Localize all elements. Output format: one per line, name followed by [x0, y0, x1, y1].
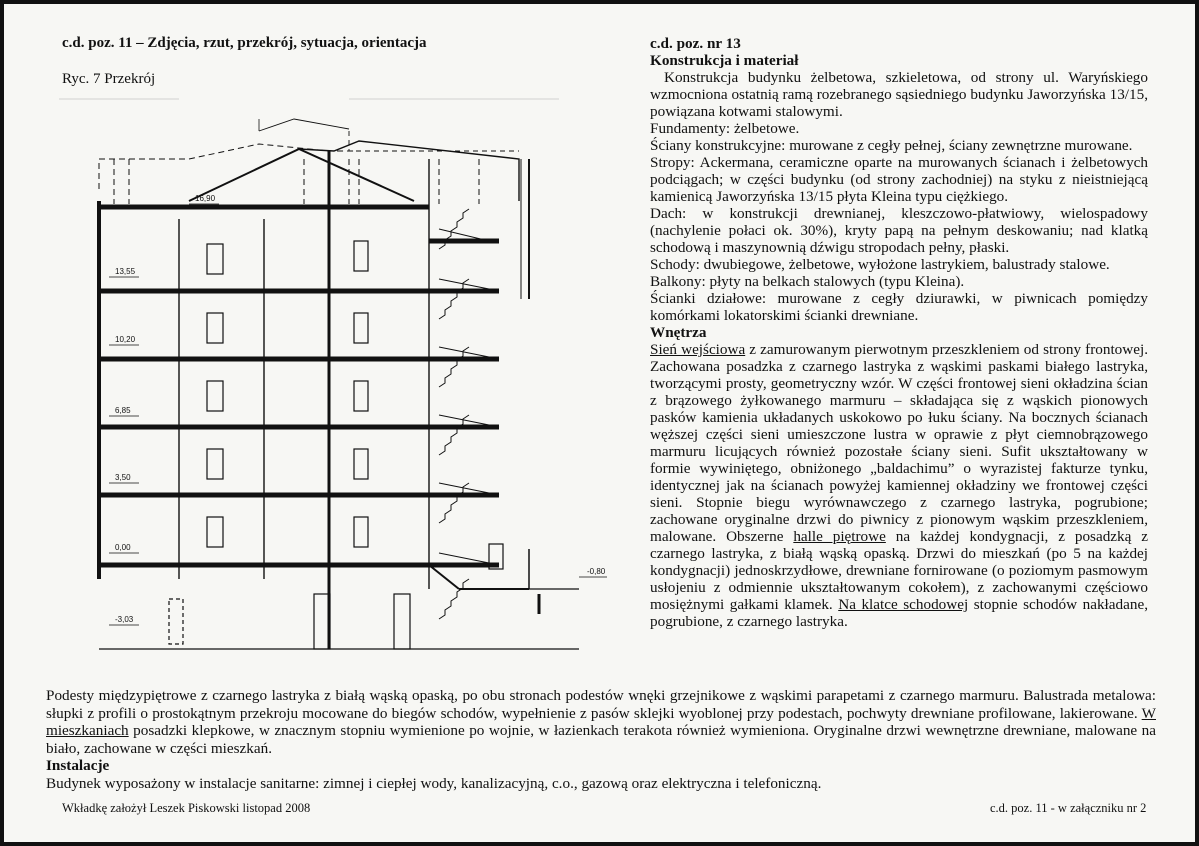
- apartments-label: W mieszkaniach: [46, 704, 1156, 739]
- right-header-title: c.d. poz. nr 13: [650, 35, 741, 52]
- construction-paragraph: Ścianki działowe: murowane z cegły dziurawki, w piwnicach pomiędzy komórkami lokatorskimi ścianki drewniane.: [650, 290, 1148, 324]
- stair-label: Na klatce schodowej: [838, 596, 969, 613]
- footer-page-ref: c.d. poz. 11 - w załączniku nr 2: [990, 801, 1147, 815]
- installations-text: Budynek wyposażony w instalacje sanitarne: zimnej i ciepłej wody, kanalizacyjną, c.o., gazową oraz elektryczna i telefoniczną.: [46, 774, 822, 792]
- stair-text: stopnie schodów nakładane, pogrubione, z czarnego lastryka.: [650, 596, 1148, 630]
- level-label: 3,50: [115, 473, 131, 482]
- halls-label: halle piętrowe: [793, 528, 886, 545]
- level-label: -0,80: [587, 567, 606, 576]
- building-section-drawing: [59, 89, 619, 659]
- figure-caption: Ryc. 7 Przekrój: [62, 71, 156, 87]
- construction-paragraph: Balkony: płyty na belkach stalowych (typu Kleina).: [650, 273, 965, 290]
- level-label: 16,90: [195, 194, 216, 203]
- halls-text: na każdej kondygnacji, z posadzką z czarnego lastryka, z białą wąską opaską. Drzwi do mieszkań (po 5 na każdej kondygnacji) jednoskrzydłowe, drewniane fornirowane (o poziomym pasmowym usłojeniu z odmiennie ukształtowanym cokołem), z zachowanymi częściowo mosiężnymi gałkami klamek.: [650, 528, 1148, 613]
- level-label: 6,85: [115, 406, 131, 415]
- construction-heading: Konstrukcja i materiał: [650, 52, 799, 69]
- document-page: [4, 4, 1195, 842]
- footer-author: Wkładkę założył Leszek Piskowski listopad 2008: [62, 801, 311, 815]
- level-label: 10,20: [115, 335, 136, 344]
- installations-heading: Instalacje: [46, 757, 110, 774]
- bottom-text-block: [46, 687, 1156, 792]
- interiors-paragraph: [650, 341, 1148, 630]
- level-label: -3,03: [115, 615, 134, 624]
- landings-text: Podesty międzypiętrowe z czarnego lastryka z białą wąską opaską, po obu stronach podestów wnęki grzejnikowe z wąskimi parapetami z czarnego marmuru. Balustrada metalowa: słupki z profili o prostokątnym przekroju mocowane do biegów schodów, wypełnienie z pasów sklejki wyoblonej przy podestach, pochwyty drewniane profilowane, lakierowane.: [46, 687, 1156, 722]
- construction-paragraph: Dach: w konstrukcji drewnianej, kleszczowo-płatwiowy, wielospadowy (nachylenie połaci ok. 30%), kryty papą na pełnym deskowaniu; nad klatką schodową i maszynownią dźwigu stropodach pełny, płaski.: [650, 205, 1148, 256]
- interiors-heading: Wnętrza: [650, 324, 707, 341]
- construction-paragraph: Stropy: Ackermana, ceramiczne oparte na murowanych ścianach i żelbetowych podciągach; w części budynku (od strony zachodniej) na styku z nieistniejącą kamienicą Jaworzyńska 13/15 płyta Kleina typu ciężkiego.: [650, 154, 1148, 205]
- right-column: [650, 35, 1148, 630]
- construction-paragraph: Fundamenty: żelbetowe.: [650, 120, 800, 137]
- apartments-text: posadzki klepkowe, w znacznym stopniu wymienione po wojnie, w łazienkach terakota również wymieniona. Oryginalne drzwi wewnętrzne drewniane, malowane na biało, zachowane w części mieszkań.: [46, 722, 1156, 757]
- left-header-title: c.d. poz. 11 – Zdjęcia, rzut, przekrój, sytuacja, orientacja: [62, 35, 427, 51]
- level-label: 13,55: [115, 267, 136, 276]
- entrance-text: z zamurowanym pierwotnym przeszkleniem od strony frontowej. Zachowana posadzka z czarnego lastryka z wąskimi paskami białego lastryka, tworzącymi prosty, geometryczny wzór. W części frontowej sieni okładzina ścian z brązowego żyłkowanego marmuru – składająca się z wąskich pionowych pasków kamienia układanych uskokowo po łuku ściany. Na bocznych ścianach węższej części sieni umieszczone lustra w oprawie z płyt ciemnobrązowego marmuru licujących również pozostałe ściany sieni. Sufit ukształtowany w formie wywiniętego, obniżonego „baldachimu” o wyrazistej fakturze tynku, identycznej jak na ścianach powyżej kamiennej okładziny we frontowej części sieni. Stopnie biegu wyrównawczego z czarnego lastryka, pogrubione; zachowane oryginalne drzwi do piwnicy z pionowym wąskim przeszkleniem, malowane. Obszerne: [650, 341, 1148, 545]
- construction-paragraph: Konstrukcja budynku żelbetowa, szkieletowa, od strony ul. Waryńskiego wzmocniona ostatnią ramą rozebranego sąsiedniego budynku Jaworzyńska 13/15, powiązana kotwami stalowymi.: [650, 69, 1148, 120]
- construction-paragraph: Ściany konstrukcyjne: murowane z cegły pełnej, ściany zewnętrzne murowane.: [650, 137, 1133, 154]
- level-label: 0,00: [115, 543, 131, 552]
- construction-paragraph: Schody: dwubiegowe, żelbetowe, wyłożone lastrykiem, balustrady stalowe.: [650, 256, 1110, 273]
- entrance-label: Sień wejściowa: [650, 341, 746, 358]
- landings-paragraph: [46, 687, 1156, 757]
